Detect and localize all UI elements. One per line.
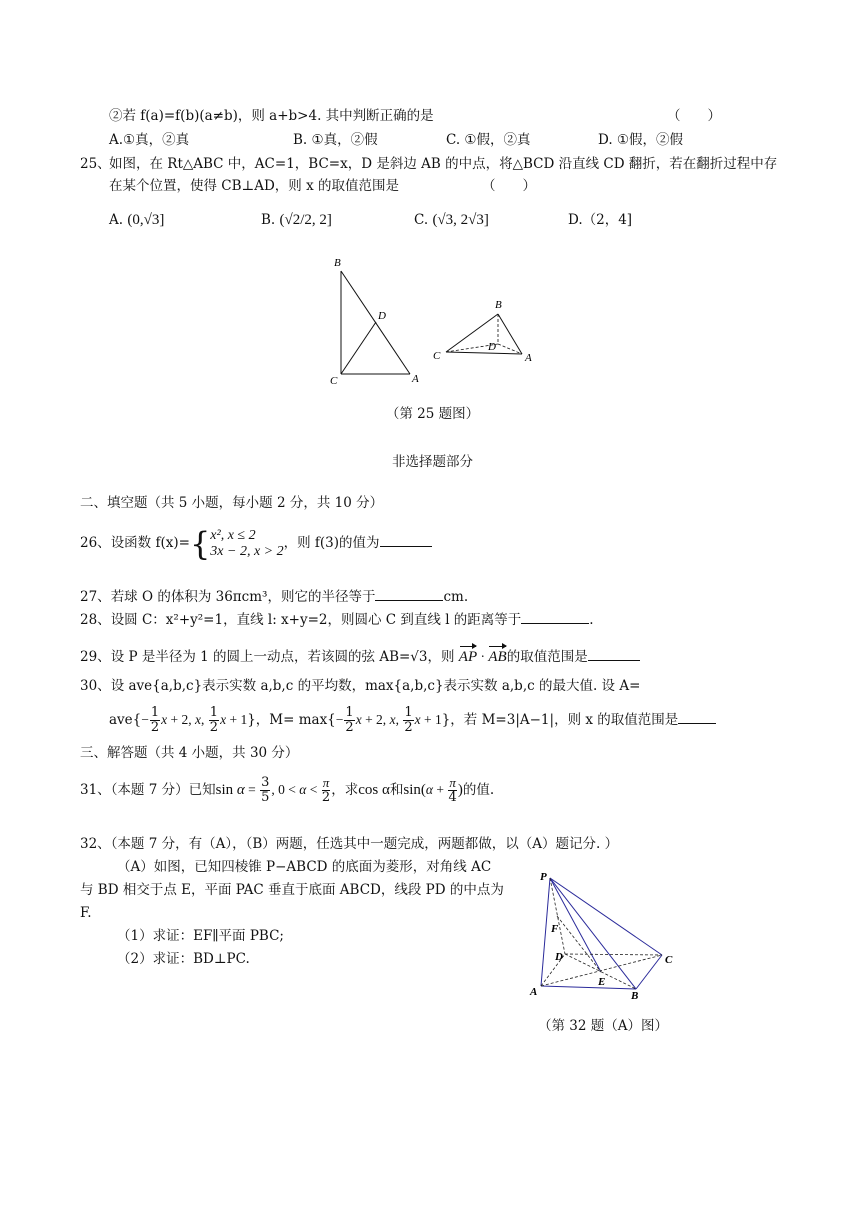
q27-answer-blank: [375, 586, 443, 601]
q26-answer-blank: [380, 532, 432, 547]
q27-text: 若球 O 的体积为 36πcm³，则它的半径等于: [110, 589, 376, 605]
q32-a-line3: F.: [80, 905, 92, 921]
q26-post: ，则 f(3)的值为: [283, 535, 380, 551]
fig25-label-a: A: [412, 373, 419, 385]
vector-ab: AB: [488, 649, 507, 665]
q25-option-c-math: (√3, 2√3]: [432, 212, 489, 228]
q29-pre: 设 P 是半径为 1 的圆上一动点，若该圆的弦 AB=√3，则: [110, 649, 455, 665]
q24-option-b: B. ①真，②假: [293, 132, 378, 148]
q30-tail: }，若 M=3|A−1|，则 x 的取值范围是: [441, 712, 679, 728]
fraction-pi-half: $\frac{\pi}{2}$: [321, 775, 331, 805]
q31-mid: ，求: [331, 782, 359, 798]
fraction-pi-quarter: $\frac{\pi}{4}$: [448, 775, 457, 805]
q26: [80, 523, 432, 565]
fig25b-label-c: C: [433, 350, 441, 362]
section-title: 非选择题部分: [392, 454, 473, 470]
fig32-label-b: B: [631, 990, 639, 1002]
q30-text: 设 ave{a,b,c}表示实数 a,b,c 的平均数，max{a,b,c}表示实数 a,b,c 的最大值. 设 A=: [110, 678, 641, 694]
q25-text-line1: 如图，在 Rt△ABC 中，AC=1，BC=x，D 是斜边 AB 的中点，将△BCD 沿直线 CD 翻折，若在翻折过程中存: [109, 156, 778, 172]
q32-subquestion-2: （2）求证：BD⊥PC.: [117, 951, 250, 967]
fraction-three-fifths: $\frac{3}{5}$: [261, 775, 270, 805]
q25-figure: [320, 250, 550, 390]
q26-pre: 设函数 f(x)=: [110, 535, 190, 551]
q28-number: 28、: [80, 612, 111, 628]
q32-head: （本题 7 分，有（A），（B）两题，任选其中一题完成，两题都做，以（A）题记分. ）: [110, 836, 619, 852]
q26-number: 26、: [80, 535, 111, 551]
fig25-label-d: D: [378, 310, 386, 322]
fig25-label-b: B: [334, 257, 341, 269]
q28-answer-blank: [521, 609, 589, 624]
left-brace-icon: {: [189, 524, 211, 563]
q31-and: 和: [389, 782, 404, 798]
fig32-label-p: P: [540, 871, 547, 883]
q28: [80, 609, 594, 629]
q32-subquestion-1: （1）求证：EF∥平面 PBC;: [117, 928, 284, 944]
q25-option-b-math: (√2/2, 2]: [279, 212, 332, 228]
q26-case2: 3x − 2, x > 2: [210, 543, 284, 559]
q24-answer-paren: （ ）: [667, 108, 721, 124]
fraction-half: $\frac{1}{2}$: [209, 705, 219, 735]
fraction-half: $\frac{1}{2}$: [404, 705, 413, 735]
q25-answer-paren: （ ）: [482, 178, 536, 194]
q25-option-b: [261, 203, 332, 237]
fig32-label-e: E: [598, 976, 606, 988]
q31: 31、（本题 7 分）已知sin α = $\frac{3}{5}$ , 0 < α < $\frac{\pi}{2}$ ，求cos α和sin(α + $\frac{\pi}{4}$ )的值.: [80, 775, 495, 805]
q31-cos: cos α: [358, 782, 390, 798]
q32-header: [80, 835, 618, 853]
q26-case1: x², x ≤ 2: [210, 527, 256, 543]
q27-number: 27、: [80, 589, 111, 605]
q26-cases: [210, 528, 283, 560]
q30-number: 30、: [80, 678, 111, 694]
q32-figure: [525, 866, 685, 1006]
q30-m-eq: }，M= max{: [247, 712, 336, 728]
fraction-half: $\frac{1}{2}$: [345, 705, 354, 735]
q29-number: 29、: [80, 649, 111, 665]
q24-option-d: D. ①假，②假: [598, 132, 684, 148]
fig25b-label-d: D: [488, 341, 496, 353]
q25-number: 25、: [80, 156, 111, 172]
q32-number: 32、: [80, 836, 111, 852]
q29-post: 的取值范围是: [506, 649, 588, 665]
q25-option-b-label: B.: [261, 212, 276, 228]
q28-end: .: [589, 612, 594, 628]
fig32-label-a: A: [530, 986, 538, 998]
q30-answer-blank: [678, 709, 716, 724]
q25-figure-caption: （第 25 题图）: [385, 406, 480, 422]
fig25-label-c: C: [330, 375, 338, 387]
q29: 29、设 P 是半径为 1 的圆上一动点，若该圆的弦 AB=√3，则 AP · AB的取值范围是: [80, 646, 640, 666]
q31-pre: （本题 7 分）已知: [110, 782, 216, 798]
q24-statement-2: ②若 f(a)=f(b)(a≠b)，则 a+b>4. 其中判断正确的是: [109, 108, 434, 124]
q32-a-line2: 与 BD 相交于点 E，平面 PAC 垂直于底面 ABCD，线段 PD 的中点为: [80, 882, 504, 898]
fig25b-label-a: A: [525, 352, 532, 364]
q25-option-a-math: (0,√3]: [127, 212, 165, 228]
q25-option-c: [414, 211, 489, 229]
vector-ap: AP: [458, 649, 478, 665]
q30-line1: [80, 677, 640, 695]
fig32-label-c: C: [665, 954, 673, 966]
q25-option-a-label: A.: [109, 212, 124, 228]
q31-number: 31、: [80, 782, 111, 798]
q29-answer-blank: [588, 646, 640, 661]
fig25b-label-b: B: [495, 299, 502, 311]
fraction-half: $\frac{1}{2}$: [150, 705, 160, 735]
q31-post: 的值.: [462, 782, 495, 798]
q25-option-a: [109, 211, 164, 229]
q32-a-line1: （A）如图，已知四棱锥 P−ABCD 的底面为菱形，对角线 AC: [117, 859, 492, 875]
part2-heading: 二、填空题（共 5 小题，每小题 2 分，共 10 分）: [80, 495, 384, 511]
q24-option-c: C. ①假，②真: [446, 132, 531, 148]
q27-unit: cm.: [443, 589, 469, 605]
q30-ave: ave{: [109, 712, 142, 728]
q32-figure-caption: （第 32 题（A）图）: [538, 1018, 669, 1034]
part3-heading: 三、解答题（共 4 小题，共 30 分）: [80, 745, 299, 761]
fig32-label-d: D: [555, 951, 563, 963]
q28-text: 设圆 C：x²+y²=1，直线 l: x+y=2，则圆心 C 到直线 l 的距离等于: [110, 612, 522, 628]
q25-text-line2: 在某个位置，使得 CB⊥AD，则 x 的取值范围是: [109, 178, 400, 194]
q25-option-c-label: C.: [414, 212, 429, 228]
q30-line2: ave{− $\frac{1}{2}$ x + 2, x, $\frac{1}{2}$ x + 1}，M= max{− $\frac{1}{2}$ x + 2, x, $\frac{1}{2}$ x + 1}，若 M=3|A−1|，则 x 的取值范围是: [109, 700, 716, 740]
q27: [80, 586, 468, 606]
fig32-label-f: F: [551, 923, 559, 935]
q24-option-a: A.①真，②真: [109, 132, 190, 148]
q25-option-d: D.（2，4]: [568, 212, 633, 228]
